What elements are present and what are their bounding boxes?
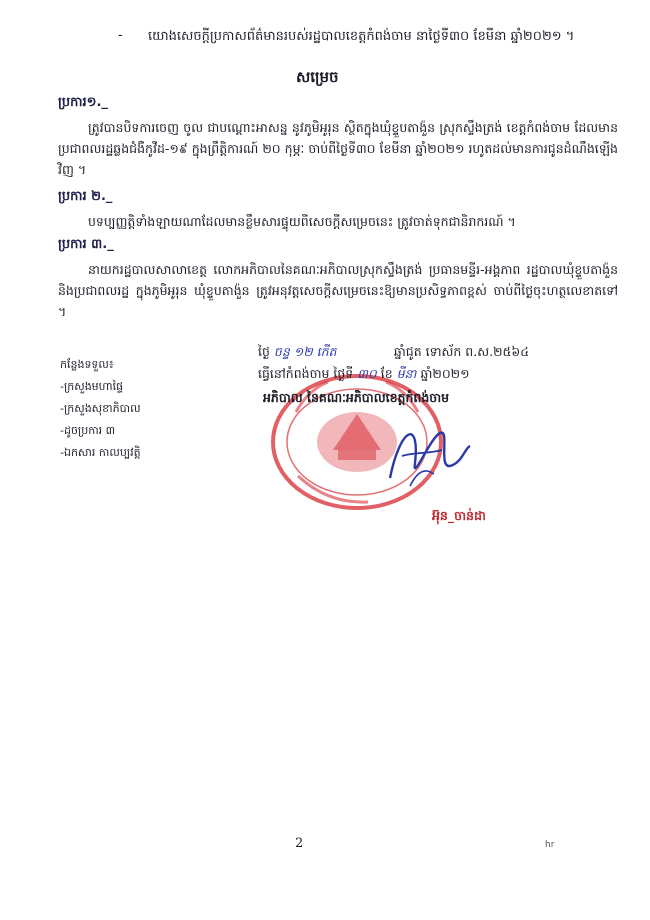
month-handwritten: មីនា — [396, 366, 417, 381]
signatory-title: អភិបាល នៃគណៈអភិបាលខេត្តកំពង់ចាម — [263, 390, 450, 405]
article-3 — [58, 236, 618, 322]
signatory-name: អ៊ុន_ចាន់ដា — [432, 508, 486, 523]
handwritten-signature — [370, 408, 480, 498]
recipient-item: -ឯកសារ កាលប្បវត្តិ — [60, 446, 141, 459]
recipients-title: កន្លែងទទួល៖ — [60, 358, 114, 371]
article-1 — [58, 94, 618, 180]
recipients-block — [60, 354, 220, 464]
reference-line: យោងសេចក្តីប្រកាសព័ត៌មានរបស់រដ្ឋបាលខេត្តកំពង់ចាម នាថ្ងៃទី៣០ ខែមីនា ឆ្នាំ២០២១ ។ — [148, 29, 575, 44]
recipient-item: -ដូចប្រការ ៣ — [60, 424, 116, 437]
article-2-text: បទប្បញ្ញត្តិទាំងឡាយណាដែលមានខ្លឹមសារផ្ទុយពីសេចក្តីសម្រេចនេះ ត្រូវចាត់ទុកជានិរាករណ៍ ។ — [88, 214, 516, 229]
recipient-item: -ក្រសួងមហាផ្ទៃ — [60, 380, 124, 393]
lunar-date-prefix: ថ្ងៃ — [258, 344, 270, 359]
article-1-text: ត្រូវបានបិទការចេញ ចូល ជាបណ្តោះអាសន្ន នូវភូមិអូរុន ស្ថិតក្នុងឃុំខ្ទួបតាង៉ួន ស្រុកស្ទឹងត្រង់ ខេត្តកំពង់ចាម ដែលមានប្រជាពលរដ្ឋឆ្លងជំងឺកូវីដ-១៩ ក្នុងព្រឹត្តិការណ៍ ២០ កុម្ភៈ ចាប់ពីថ្ងៃទី៣០ ខែមីនា ឆ្នាំ២០២១ រហូតដល់មានការជូនដំណឹងឡើងវិញ ។ — [58, 120, 618, 177]
place-date-prefix: ធ្វើនៅកំពង់ចាម ថ្ងៃទី — [258, 366, 354, 381]
lunar-date-line — [258, 344, 529, 363]
article-3-text: នាយករដ្ឋបាលសាលាខេត្ត លោកអភិបាលនៃគណៈអភិបាលស្រុកស្ទឹងត្រង់ ប្រធានមន្ទីរ-អង្គភាព រដ្ឋបាលឃុំខ្ទួបតាង៉ួន និងប្រជាពលរដ្ឋ ក្នុងភូមិអូរុន ឃុំខ្ទួបតាង៉ួន ត្រូវអនុវត្តសេចក្តីសម្រេចនេះឱ្យមានប្រសិទ្ធភាពខ្ពស់ ចាប់ពីថ្ងៃចុះហត្ថលេខាតទៅ ។ — [58, 262, 618, 319]
reference-bullet: - — [118, 28, 123, 43]
place-date-year: ឆ្នាំ២០២១ — [420, 366, 470, 381]
footer-mark: hr — [545, 840, 555, 850]
place-date-line — [258, 366, 470, 385]
article-2-heading: ប្រការ ២._ — [58, 189, 113, 204]
article-1-heading: ប្រការ១._ — [58, 95, 108, 110]
lunar-day-handwritten: ចន្ទ ១២ កើត — [273, 344, 337, 359]
lunar-date-suffix: ឆ្នាំជូត ទោស័ក ព.ស.២៥៦៤ — [393, 344, 530, 359]
decision-title: សម្រេច — [296, 68, 339, 86]
page-number: 2 — [295, 836, 304, 851]
place-date-month: ខែ — [380, 366, 393, 381]
article-2 — [58, 188, 618, 232]
day-handwritten: ៣០ — [357, 366, 377, 381]
recipient-item: -ក្រសួងសុខាភិបាល — [60, 402, 141, 415]
article-3-heading: ប្រការ ៣._ — [58, 237, 114, 252]
